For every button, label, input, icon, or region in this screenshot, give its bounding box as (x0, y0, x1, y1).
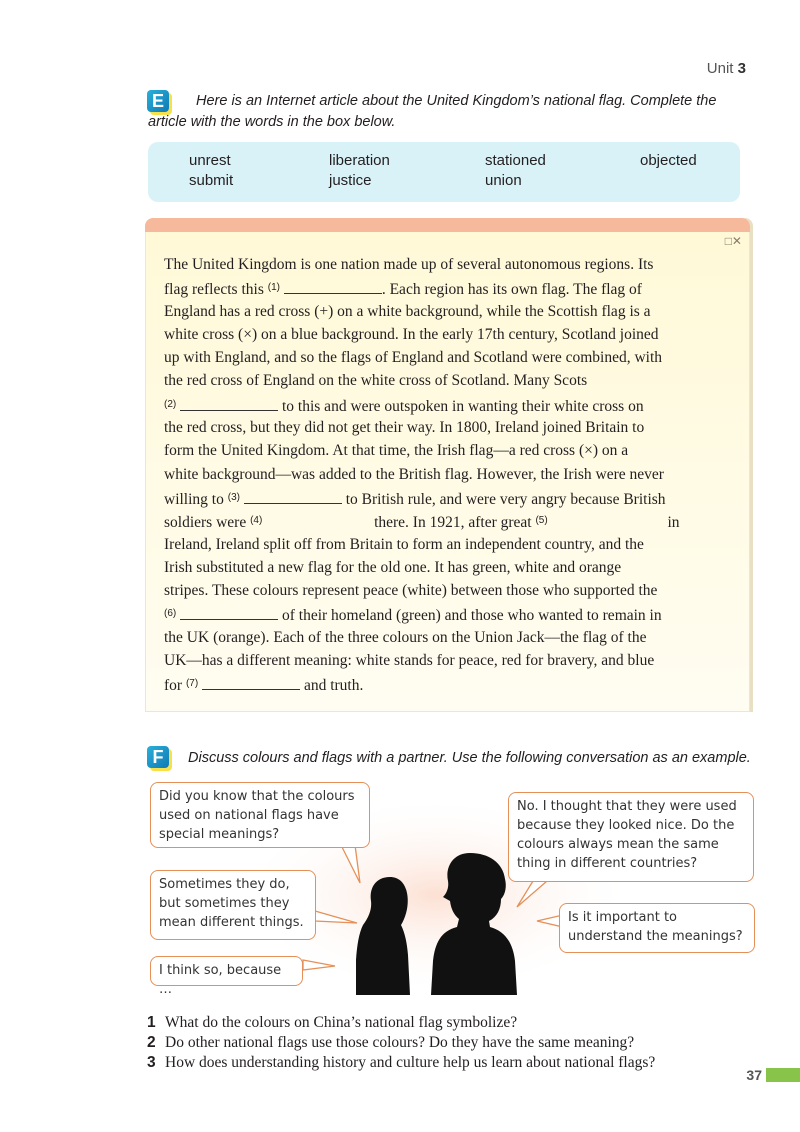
word-item: justice (329, 172, 372, 189)
article-line: The United Kingdom is one nation made up of several autonomous regions. Its (164, 256, 654, 273)
unit-label: Unit 3 (706, 60, 746, 77)
blank-number: (2) (164, 398, 177, 410)
word-item: submit (189, 172, 234, 189)
section-f-instruction: Discuss colours and flags with a partner. Use the following conversation as an example. (188, 750, 751, 766)
blank-field[interactable] (180, 398, 278, 411)
page-number: 37 (746, 1067, 762, 1083)
section-f-badge: F (147, 746, 169, 768)
blank-number: (5) (535, 515, 548, 527)
blank-number: (1) (267, 282, 280, 294)
article-window (145, 218, 750, 712)
word-item: objected (640, 152, 697, 169)
article-line: the UK (orange). Each of the three colours on the Union Jack—the flag of the (164, 628, 647, 646)
page-accent-bar (766, 1068, 800, 1082)
blank-number: (3) (227, 491, 240, 503)
word-item: liberation (329, 152, 390, 169)
article-line: the red cross of England on the white cross of Scotland. Many Scots (164, 372, 588, 390)
speech-bubble-2: No. I thought that they were used because they looked nice. Do the colours always mean the same thing in different countries? (508, 792, 754, 882)
question-1: 1 What do the colours on China’s national flag symbolize? (147, 1014, 518, 1031)
article-line: $^{(2)}$ to this and were outspoken in wanting their white cross on (164, 397, 644, 415)
section-e-instruction: Here is an Internet article about the United Kingdom’s national flag. Complete the article with the words in the box below. (148, 93, 717, 130)
speech-bubble-1: Did you know that the colours used on national flags have special meanings? (150, 782, 370, 848)
blank-field[interactable] (266, 515, 370, 527)
blank-field[interactable] (244, 491, 342, 504)
blank-number: (6) (164, 608, 177, 620)
word-item: stationed (485, 152, 546, 169)
article-text (164, 253, 734, 696)
article-line: form the United Kingdom. At that time, the Irish flag—a red cross (×) on a (164, 442, 629, 460)
article-line: the red cross, but they did not get their way. In 1800, Ireland joined Britain to (164, 419, 645, 437)
blank-field[interactable] (202, 677, 300, 690)
article-line: Ireland, Ireland split off from Britain to form an independent country, and the (164, 535, 644, 553)
article-line: willing to $^{(3)}$ to British rule, and were very angry because British (164, 490, 666, 508)
blank-number: (7) (185, 678, 199, 690)
window-title-bar (145, 218, 750, 232)
question-2: 2 Do other national flags use those colours? Do they have the same meaning? (147, 1034, 635, 1051)
word-box (148, 142, 740, 202)
article-line: England has a red cross (+) on a white background, while the Scottish flag is a (164, 302, 651, 320)
article-line: white cross (×) on a blue background. In the early 17th century, Scotland joined (164, 325, 659, 343)
speech-bubble-5: I think so, because … (150, 956, 303, 986)
question-3: 3 How does understanding history and culture help us learn about national flags? (147, 1054, 656, 1071)
blank-field[interactable] (552, 515, 664, 527)
blank-field[interactable] (180, 607, 278, 620)
blank-field[interactable] (284, 281, 382, 294)
article-line: flag reflects this $^{(1)}$ . Each region has its own flag. The flag of (164, 281, 642, 299)
window-controls[interactable]: □✕ (724, 234, 742, 248)
article-line: stripes. These colours represent peace (white) between those who supported the (164, 582, 658, 600)
blank-number: (4) (250, 515, 263, 527)
article-line: up with England, and so the flags of England and Scotland were combined, with (164, 349, 663, 367)
article-line: white background—was added to the British flag. However, the Irish were never (164, 465, 664, 483)
article-line: Irish substituted a new flag for the old one. It has green, white and orange (164, 558, 622, 576)
speech-bubble-4: Is it important to understand the meanings? (559, 903, 755, 953)
word-item: unrest (189, 152, 231, 169)
article-line: for $^{(7)}$ and truth. (164, 677, 364, 695)
word-item: union (485, 172, 522, 189)
article-line: $^{(6)}$ of their homeland (green) and those who wanted to remain in (164, 607, 662, 625)
article-line: soldiers were $^{(4)}$ there. In 1921, after great $^{(5)}$ in (164, 514, 680, 532)
speech-bubble-3: Sometimes they do, but sometimes they mean different things. (150, 870, 316, 940)
section-e-badge: E (147, 90, 169, 112)
article-line: UK—has a different meaning: white stands for peace, red for bravery, and blue (164, 652, 655, 670)
